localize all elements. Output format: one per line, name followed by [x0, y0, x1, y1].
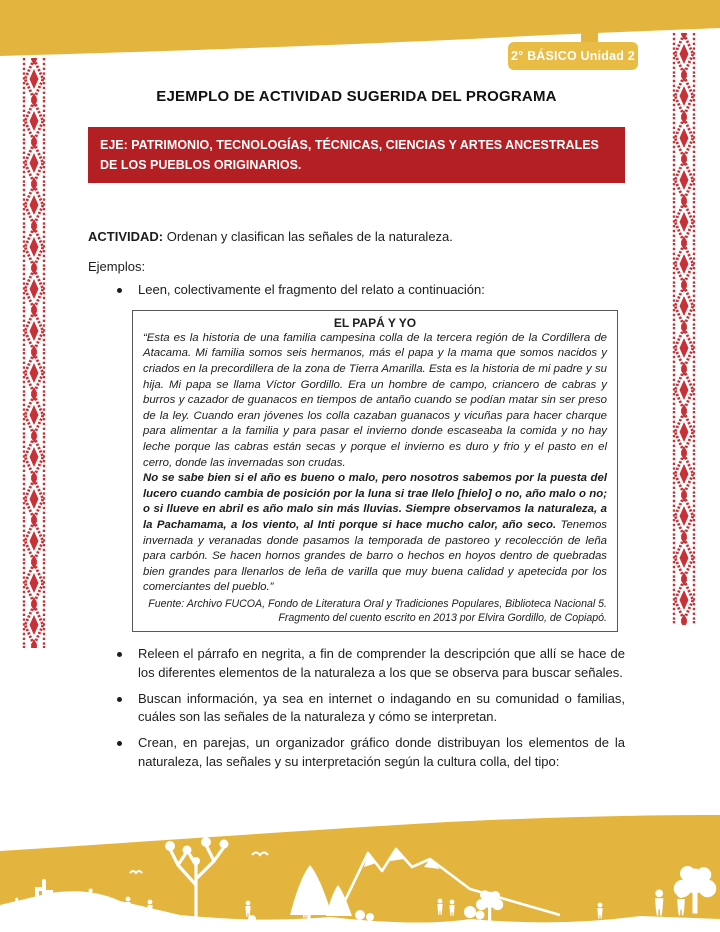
examples-label: Ejemplos:: [88, 259, 146, 274]
story-title: EL PAPÁ Y YO: [333, 315, 417, 330]
list-item-text: Crean, en parejas, un organizador gráfico donde distribuyan los elementos de la naturaleza, las señales y su interpretación según la cultura colla, del tipo:: [138, 735, 625, 770]
textile-border-left-icon: [22, 58, 46, 648]
story-paragraph-2-regular: Tenemos invernada y veranadas donde pasamos la temporada de pastoreo y recolección de leña para carbón. Se hacen hornos grandes de barro o hechos en hoyos dentro de quebradas bien grandes para llenarlos de leña de varilla que muy buena calidad y apetecida por los comerciantes del pueblo.”: [143, 518, 607, 594]
bullet-icon: [117, 741, 122, 746]
intro-bullet-text: Leen, colectivamente el fragmento del relato a continuación:: [138, 282, 485, 297]
main-content: [88, 0, 625, 772]
footer-landscape-illustration: [0, 815, 720, 932]
activity-line: [88, 229, 625, 244]
story-source: Fuente: Archivo FUCOA, Fondo de Literatura Oral y Tradiciones Populares, Biblioteca Nacional 5. Fragmento del cuento escrito en 2013 por Elvira Gordillo, de Copiapó.: [148, 597, 607, 624]
intro-bullet-item: [88, 281, 625, 300]
list-item-text: Buscan información, ya sea en internet o indagando en su comunidad o familias, cuáles son las señales de la naturaleza y cómo se interpretan.: [138, 690, 625, 725]
activity-text: Ordenan y clasifican las señales de la naturaleza.: [163, 229, 453, 244]
story-box: [132, 310, 618, 632]
story-paragraph-1: “Esta es la historia de una familia campesina colla de la tercera región de la Cordillera de Atacama. Mi familia somos seis hermanos, más el papa y la mama que somos nacidos y criados en la precordillera de la zona de Tierra Amarilla. Esta es la historia de mi padre y su hija. Mi papa se llama Víctor Gordillo. Era un hombre de campo, criancero de cabras y burros y cazador de guanacos en tiempos de antaño cuando se podían matar sin ser preso de la ley. Cuando eran jóvenes los colla cazaban guanacos y vicuñas para hacer charque para alimentar a la familia y para pasar el invierno donde escaseaba la comida y no hay leche porque las cabras están secas y porque el invierno es duro y frio y el pasto en el cerro, donde las invernadas son crudas.: [143, 331, 607, 469]
textile-border-right-icon: [672, 33, 696, 625]
page-title: EJEMPLO DE ACTIVIDAD SUGERIDA DEL PROGRAMA: [156, 88, 557, 105]
activity-label: ACTIVIDAD:: [88, 229, 164, 244]
bullet-icon: [117, 697, 122, 702]
unit-badge: 2° BÁSICO Unidad 2: [508, 42, 638, 70]
list-item: [88, 734, 625, 772]
list-item: [88, 645, 625, 683]
eje-banner: EJE: PATRIMONIO, TECNOLOGÍAS, TÉCNICAS, CIENCIAS Y ARTES ANCESTRALES DE LOS PUEBLOS ORIGINARIOS.: [88, 127, 625, 183]
bullet-icon: [117, 652, 122, 657]
story-paragraph-2: [143, 471, 607, 596]
bullet-icon: [117, 288, 122, 293]
story-paragraph-2-bold: No se sabe bien si el año es bueno o malo, pero nosotros sabemos por la puesta del lucero cuando cambia de posición por la luna si trae llelo [hielo] o no, año malo o no; o si llueve en abril es año malo sin más lluvias. Siempre observamos la naturaleza, a la Pachamama, a los viento, al Inti porque si hace mucho calor, año seco.: [143, 472, 607, 531]
activity-steps-list: [88, 645, 625, 772]
list-item-text: Releen el párrafo en negrita, a fin de comprender la descripción que allí se hace de los diferentes elementos de la naturaleza a los que se observa para buscar señales.: [138, 645, 625, 680]
list-item: [88, 690, 625, 728]
